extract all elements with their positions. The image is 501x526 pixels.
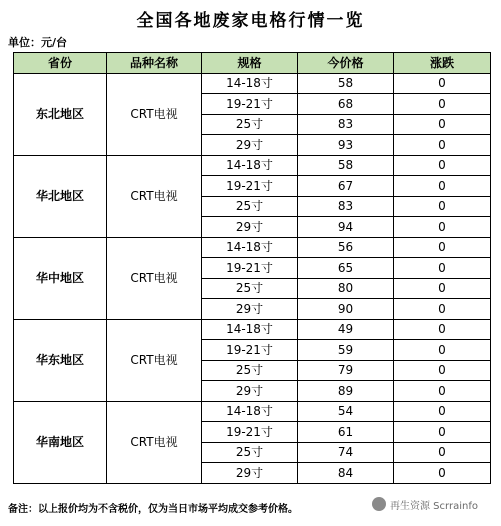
price-cell: 89 (298, 381, 394, 402)
spec-cell: 14-18寸 (202, 401, 298, 422)
spec-cell: 14-18寸 (202, 237, 298, 258)
product-name: CRT电视 (107, 73, 202, 155)
spec-cell: 19-21寸 (202, 94, 298, 115)
change-cell: 0 (394, 176, 491, 197)
change-cell: 0 (394, 114, 491, 135)
spec-cell: 29寸 (202, 463, 298, 484)
region-name: 华中地区 (14, 237, 107, 319)
page-title: 全国各地废家电格行情一览 (136, 11, 365, 31)
header-price: 今价格 (298, 53, 394, 74)
spec-cell: 14-18寸 (202, 155, 298, 176)
spec-cell: 29寸 (202, 217, 298, 238)
region-name: 华东地区 (14, 319, 107, 401)
spec-cell: 19-21寸 (202, 176, 298, 197)
header-product: 品种名称 (107, 53, 202, 74)
spec-cell: 25寸 (202, 360, 298, 381)
change-cell: 0 (394, 422, 491, 443)
spec-cell: 29寸 (202, 381, 298, 402)
price-cell: 56 (298, 237, 394, 258)
change-cell: 0 (394, 73, 491, 94)
header-province: 省份 (14, 53, 107, 74)
product-name: CRT电视 (107, 155, 202, 237)
table-header (14, 53, 491, 74)
watermark-text: 再生资源 Scrrainfo (390, 500, 478, 512)
change-cell: 0 (394, 237, 491, 258)
header-change: 涨跌 (394, 53, 491, 74)
price-cell: 83 (298, 196, 394, 217)
change-cell: 0 (394, 319, 491, 340)
price-cell: 83 (298, 114, 394, 135)
price-cell: 61 (298, 422, 394, 443)
change-cell: 0 (394, 155, 491, 176)
change-cell: 0 (394, 442, 491, 463)
price-cell: 94 (298, 217, 394, 238)
table-body (14, 73, 491, 483)
header-spec: 规格 (202, 53, 298, 74)
price-cell: 59 (298, 340, 394, 361)
spec-cell: 25寸 (202, 442, 298, 463)
spec-cell: 14-18寸 (202, 73, 298, 94)
spec-cell: 19-21寸 (202, 340, 298, 361)
product-name: CRT电视 (107, 401, 202, 483)
change-cell: 0 (394, 360, 491, 381)
spec-cell: 29寸 (202, 299, 298, 320)
change-cell: 0 (394, 217, 491, 238)
price-cell: 65 (298, 258, 394, 279)
spec-cell: 19-21寸 (202, 422, 298, 443)
table-row (14, 237, 491, 258)
change-cell: 0 (394, 401, 491, 422)
product-name: CRT电视 (107, 319, 202, 401)
change-cell: 0 (394, 299, 491, 320)
watermark (372, 494, 494, 514)
region-name: 华南地区 (14, 401, 107, 483)
change-cell: 0 (394, 94, 491, 115)
unit-label: 单位：元/台 (8, 36, 68, 49)
price-cell: 90 (298, 299, 394, 320)
change-cell: 0 (394, 340, 491, 361)
spec-cell: 19-21寸 (202, 258, 298, 279)
spec-cell: 29寸 (202, 135, 298, 156)
price-cell: 58 (298, 73, 394, 94)
table-row (14, 319, 491, 340)
header-row (14, 53, 491, 74)
change-cell: 0 (394, 258, 491, 279)
spec-cell: 25寸 (202, 196, 298, 217)
spec-cell: 25寸 (202, 114, 298, 135)
spec-cell: 25寸 (202, 278, 298, 299)
price-cell: 79 (298, 360, 394, 381)
price-cell: 67 (298, 176, 394, 197)
change-cell: 0 (394, 135, 491, 156)
watermark-logo-icon (372, 497, 386, 511)
price-table (13, 52, 491, 484)
change-cell: 0 (394, 381, 491, 402)
region-name: 东北地区 (14, 73, 107, 155)
table-row (14, 155, 491, 176)
price-cell: 58 (298, 155, 394, 176)
change-cell: 0 (394, 278, 491, 299)
change-cell: 0 (394, 463, 491, 484)
price-cell: 54 (298, 401, 394, 422)
footnote: 备注：以上报价均为不含税价，仅为当日市场平均成交参考价格。 (8, 504, 298, 515)
table-row (14, 401, 491, 422)
region-name: 华北地区 (14, 155, 107, 237)
spec-cell: 14-18寸 (202, 319, 298, 340)
change-cell: 0 (394, 196, 491, 217)
price-cell: 93 (298, 135, 394, 156)
table-row (14, 73, 491, 94)
price-cell: 74 (298, 442, 394, 463)
price-cell: 80 (298, 278, 394, 299)
price-cell: 49 (298, 319, 394, 340)
price-cell: 68 (298, 94, 394, 115)
price-cell: 84 (298, 463, 394, 484)
product-name: CRT电视 (107, 237, 202, 319)
